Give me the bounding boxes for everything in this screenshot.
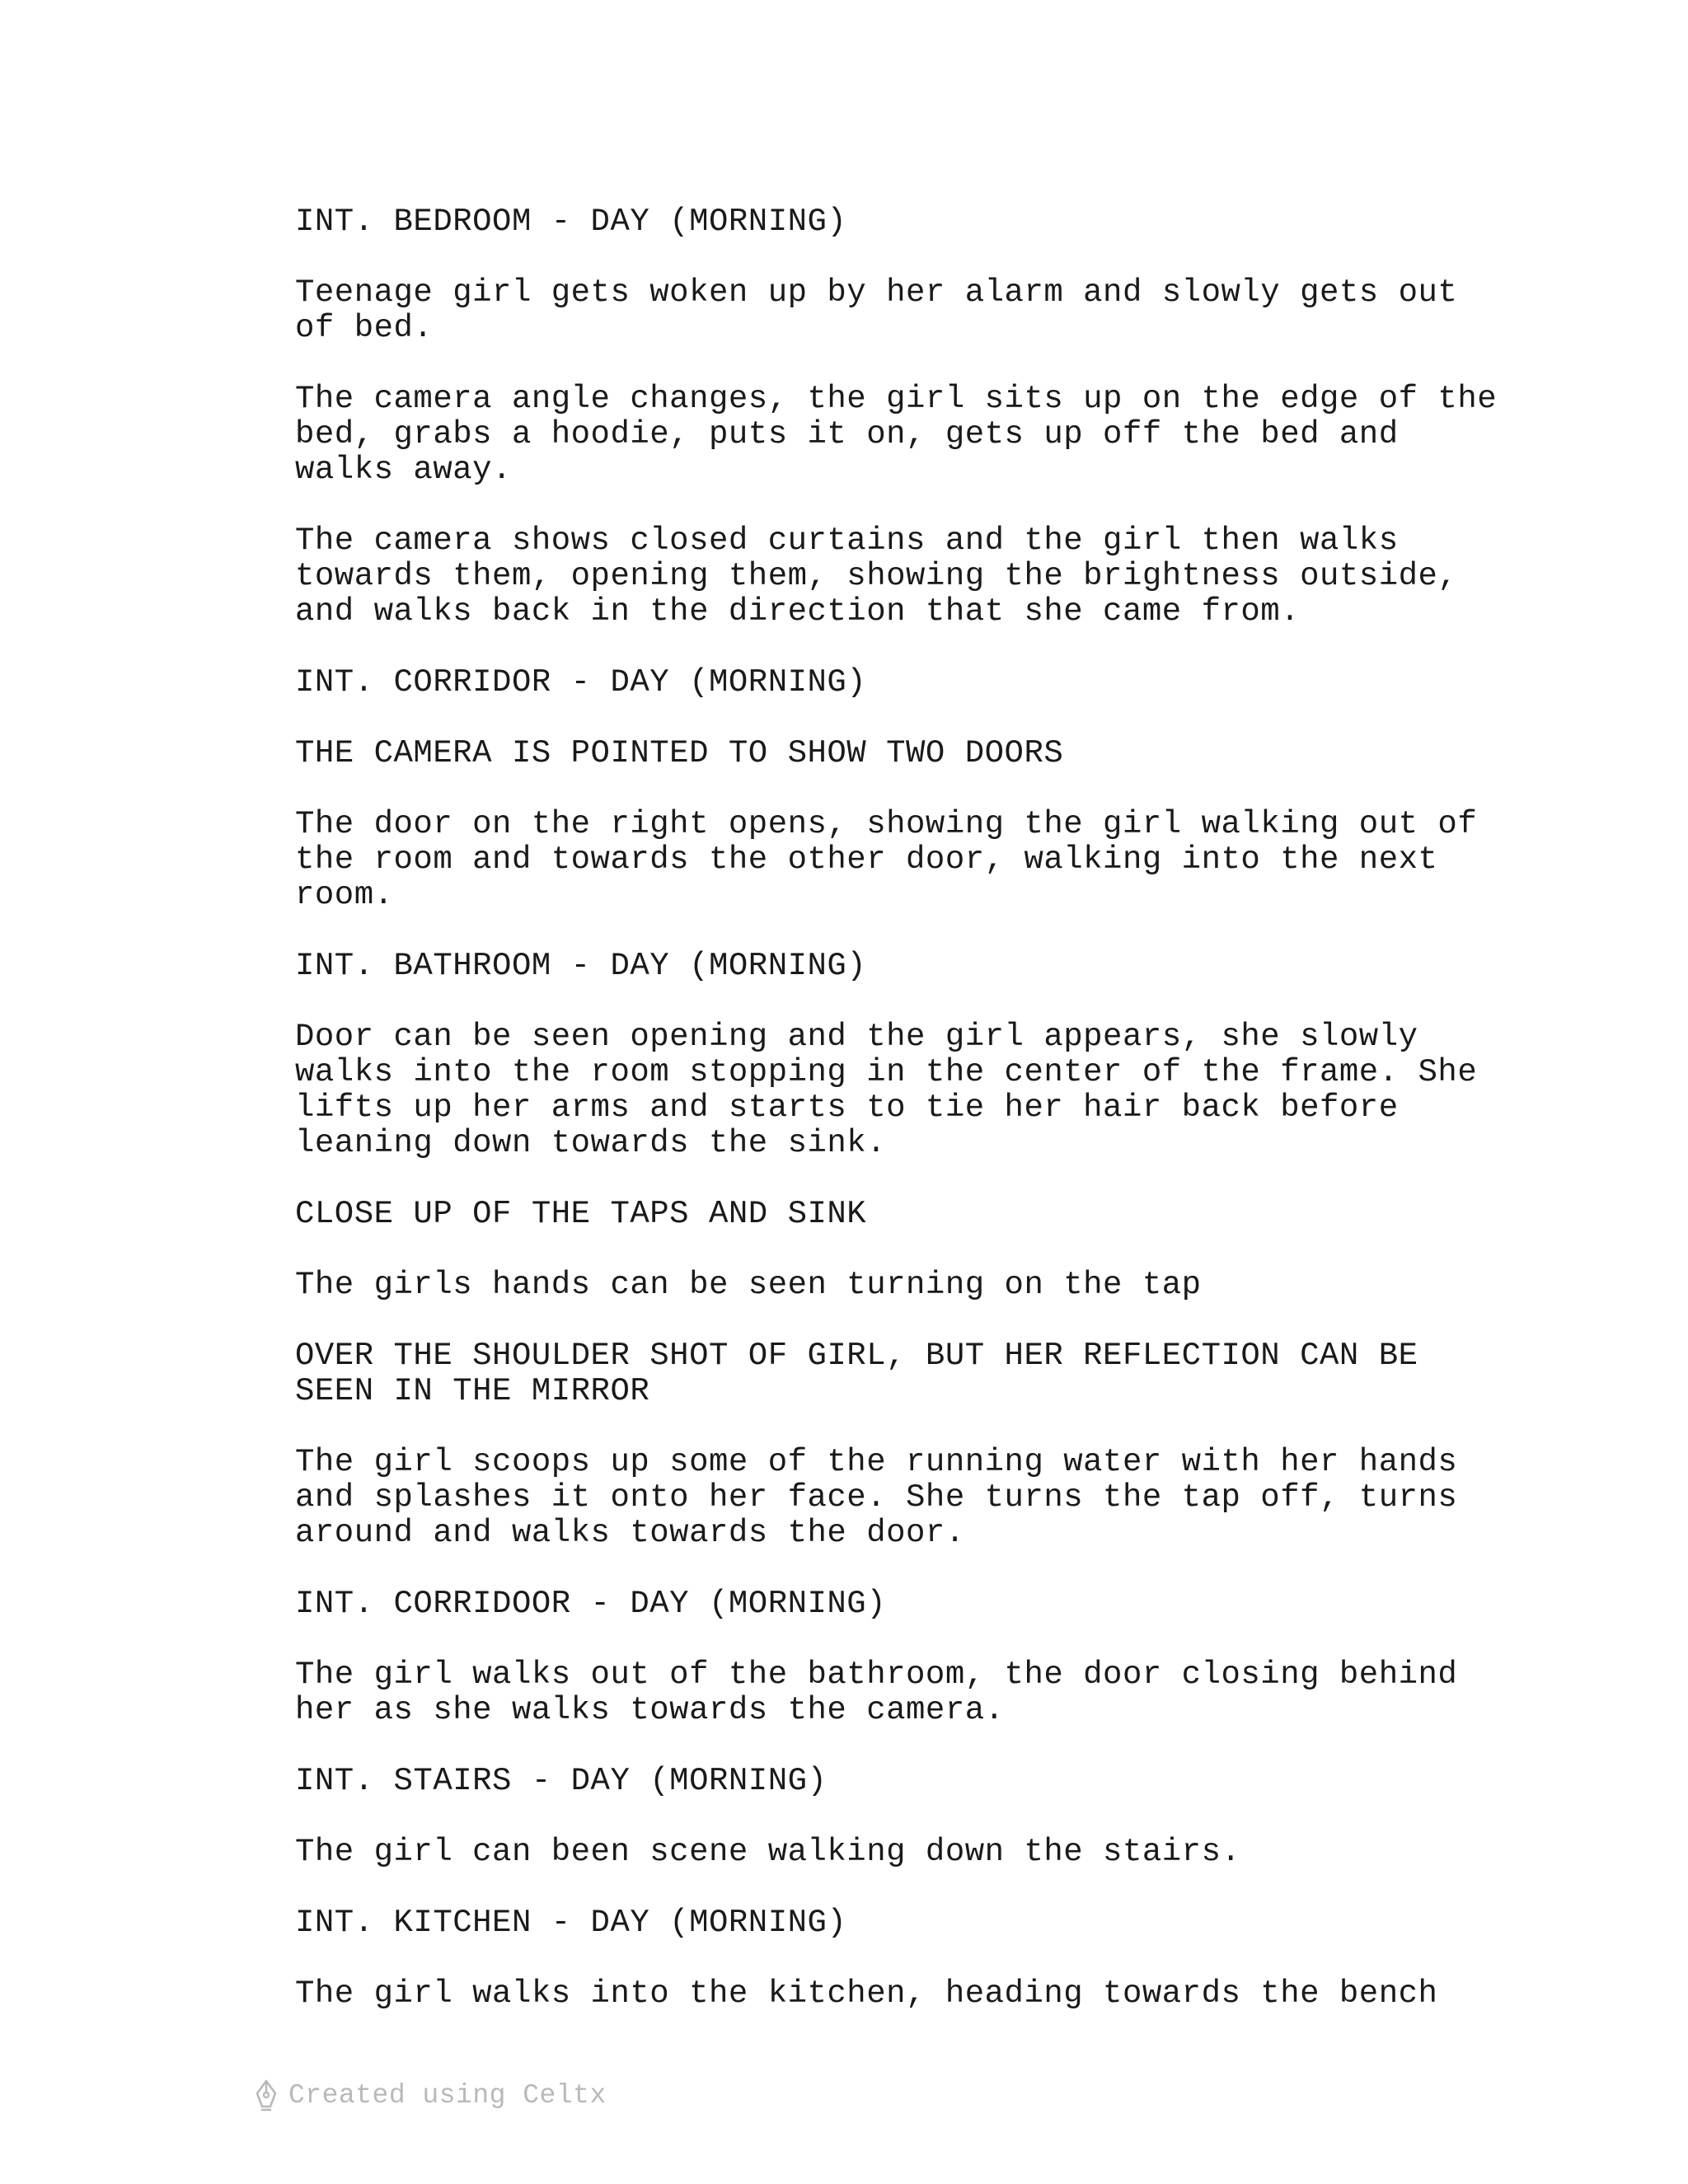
scene-heading: INT. STAIRS - DAY (MORNING) xyxy=(295,1763,828,1799)
scene-heading: INT. CORRIDOOR - DAY (MORNING) xyxy=(295,1586,887,1622)
action-paragraph: The camera shows closed curtains and the girl then walks towards them, opening them, showing the brightness outside, and walks back in the direction that she came from. xyxy=(295,523,1458,630)
action-paragraph: Door can be seen opening and the girl appears, she slowly walks into the room stopping in the center of the frame. She lifts up her arms and starts to tie her hair back before leaning down towards the sink. xyxy=(295,1019,1478,1161)
scene-heading: INT. KITCHEN - DAY (MORNING) xyxy=(295,1905,847,1941)
shot-direction: THE CAMERA IS POINTED TO SHOW TWO DOORS xyxy=(295,735,1064,771)
action-paragraph: The girls hands can be seen turning on the tap xyxy=(295,1267,1202,1303)
shot-direction: CLOSE UP OF THE TAPS AND SINK xyxy=(295,1196,867,1232)
action-paragraph: The camera angle changes, the girl sits up on the edge of the bed, grabs a hoodie, puts it on, gets up off the bed and walks away. xyxy=(295,381,1498,488)
pen-nib-icon xyxy=(254,2079,279,2111)
celtx-footer xyxy=(254,2079,607,2111)
shot-direction: OVER THE SHOULDER SHOT OF GIRL, BUT HER REFLECTION CAN BE SEEN IN THE MIRROR xyxy=(295,1338,1418,1409)
scene-heading: INT. BATHROOM - DAY (MORNING) xyxy=(295,948,867,984)
action-paragraph: The girl walks out of the bathroom, the door closing behind her as she walks towards the camera. xyxy=(295,1657,1458,1728)
action-paragraph: The girl scoops up some of the running water with her hands and splashes it onto her face. She turns the tap off, turns around and walks towards the door. xyxy=(295,1444,1458,1551)
action-paragraph: The girl walks into the kitchen, heading towards the bench xyxy=(295,1975,1438,2012)
action-paragraph: The door on the right opens, showing the girl walking out of the room and towards the other door, walking into the next room. xyxy=(295,806,1478,913)
screenplay-body xyxy=(295,204,1581,2012)
action-paragraph: Teenage girl gets woken up by her alarm and slowly gets out of bed. xyxy=(295,274,1458,346)
footer-text: Created using Celtx xyxy=(288,2079,607,2111)
action-paragraph: The girl can been scene walking down the stairs. xyxy=(295,1834,1241,1870)
scene-heading: INT. CORRIDOR - DAY (MORNING) xyxy=(295,664,867,701)
scene-heading: INT. BEDROOM - DAY (MORNING) xyxy=(295,204,847,240)
